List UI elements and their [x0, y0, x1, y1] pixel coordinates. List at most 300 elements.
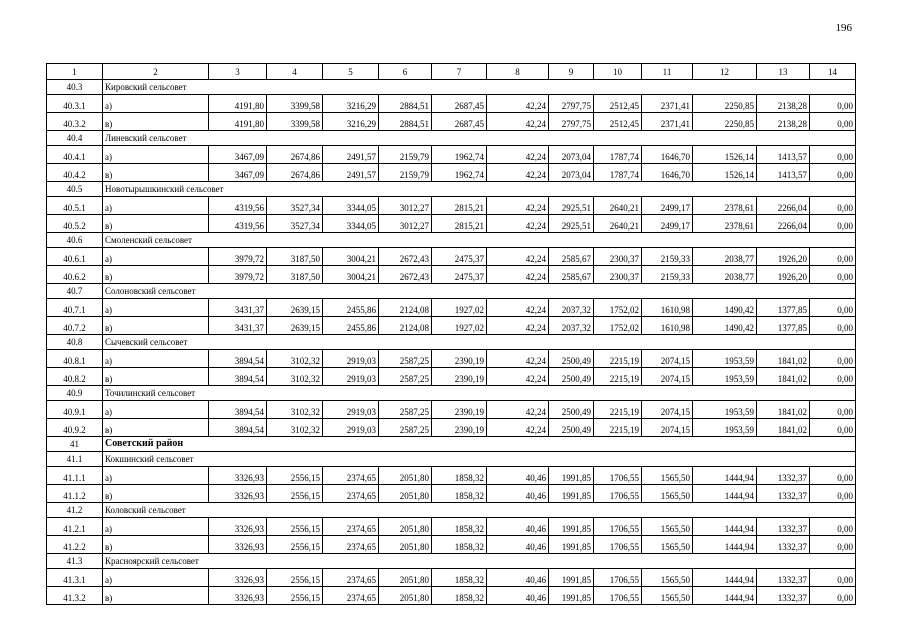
value-cell: 1526,14: [693, 146, 757, 164]
region-name: Советский район: [103, 437, 856, 452]
row-label: а): [103, 350, 209, 368]
value-cell: 0,00: [810, 146, 856, 164]
table-row: [47, 419, 856, 437]
value-cell: 0,00: [810, 197, 856, 215]
value-cell: 1490,42: [693, 299, 757, 317]
value-cell: 1858,32: [432, 587, 487, 605]
value-cell: 2138,28: [757, 113, 810, 131]
row-code: 40.5.1: [47, 197, 103, 215]
table-row: [47, 536, 856, 554]
value-cell: 1858,32: [432, 518, 487, 536]
value-cell: 2374,65: [323, 536, 379, 554]
value-cell: 0,00: [810, 266, 856, 284]
row-label: а): [103, 146, 209, 164]
value-cell: 1332,37: [757, 467, 810, 485]
value-cell: 3344,05: [323, 197, 379, 215]
section-code: 40.6: [47, 233, 103, 248]
section-name: Смоленский сельсовет: [103, 233, 856, 248]
value-cell: 1444,94: [693, 536, 757, 554]
value-cell: 3102,32: [267, 401, 323, 419]
value-cell: 2074,15: [642, 419, 693, 437]
value-cell: 1841,02: [757, 401, 810, 419]
value-cell: 1377,85: [757, 299, 810, 317]
value-cell: 42,24: [487, 419, 549, 437]
value-cell: 1332,37: [757, 569, 810, 587]
value-cell: 2687,45: [432, 95, 487, 113]
value-cell: 2500,49: [549, 401, 594, 419]
value-cell: 2374,65: [323, 467, 379, 485]
column-header: 1: [47, 64, 103, 80]
value-cell: 4191,80: [209, 95, 267, 113]
value-cell: 2051,80: [379, 485, 432, 503]
value-cell: 3467,09: [209, 164, 267, 182]
value-cell: 1332,37: [757, 587, 810, 605]
value-cell: 2074,15: [642, 368, 693, 386]
column-header: 14: [810, 64, 856, 80]
value-cell: 3979,72: [209, 266, 267, 284]
row-code: 41.1.2: [47, 485, 103, 503]
value-cell: 0,00: [810, 317, 856, 335]
value-cell: 42,24: [487, 401, 549, 419]
value-cell: 1962,74: [432, 146, 487, 164]
value-cell: 3004,21: [323, 266, 379, 284]
value-cell: 1991,85: [549, 587, 594, 605]
value-cell: 1706,55: [594, 518, 642, 536]
section-row: [47, 335, 856, 350]
value-cell: 2371,41: [642, 95, 693, 113]
value-cell: 2250,85: [693, 113, 757, 131]
value-cell: 1332,37: [757, 536, 810, 554]
value-cell: 2475,37: [432, 248, 487, 266]
value-cell: 1991,85: [549, 518, 594, 536]
table-row: [47, 368, 856, 386]
value-cell: 2073,04: [549, 164, 594, 182]
value-cell: 2038,77: [693, 266, 757, 284]
value-cell: 1706,55: [594, 467, 642, 485]
value-cell: 1565,50: [642, 536, 693, 554]
value-cell: 2674,86: [267, 164, 323, 182]
row-label: в): [103, 266, 209, 284]
column-header: 5: [323, 64, 379, 80]
value-cell: 2587,25: [379, 419, 432, 437]
value-cell: 0,00: [810, 350, 856, 368]
value-cell: 0,00: [810, 248, 856, 266]
value-cell: 2374,65: [323, 518, 379, 536]
row-code: 40.5.2: [47, 215, 103, 233]
page-number: 196: [835, 22, 852, 34]
value-cell: 1858,32: [432, 569, 487, 587]
value-cell: 42,24: [487, 299, 549, 317]
table-row: [47, 164, 856, 182]
value-cell: 2215,19: [594, 401, 642, 419]
value-cell: 2587,25: [379, 368, 432, 386]
value-cell: 2390,19: [432, 401, 487, 419]
value-cell: 4319,56: [209, 197, 267, 215]
value-cell: 0,00: [810, 419, 856, 437]
value-cell: 2884,51: [379, 95, 432, 113]
column-header: 3: [209, 64, 267, 80]
table-row: [47, 401, 856, 419]
value-cell: 42,24: [487, 368, 549, 386]
value-cell: 42,24: [487, 164, 549, 182]
value-cell: 2919,03: [323, 350, 379, 368]
table-row: [47, 569, 856, 587]
value-cell: 2374,65: [323, 587, 379, 605]
value-cell: 0,00: [810, 95, 856, 113]
row-label: в): [103, 113, 209, 131]
value-cell: 1490,42: [693, 317, 757, 335]
value-cell: 1610,98: [642, 299, 693, 317]
region-row: [47, 437, 856, 452]
value-cell: 1787,74: [594, 164, 642, 182]
value-cell: 2390,19: [432, 368, 487, 386]
value-cell: 2037,32: [549, 317, 594, 335]
row-code: 40.7.1: [47, 299, 103, 317]
value-cell: 3527,34: [267, 215, 323, 233]
value-cell: 42,24: [487, 317, 549, 335]
row-code: 40.6.2: [47, 266, 103, 284]
value-cell: 2491,57: [323, 164, 379, 182]
tariff-table: [46, 63, 856, 605]
table-row: [47, 248, 856, 266]
value-cell: 2390,19: [432, 350, 487, 368]
column-header: 10: [594, 64, 642, 80]
value-cell: 2640,21: [594, 215, 642, 233]
value-cell: 3326,93: [209, 518, 267, 536]
value-cell: 1413,57: [757, 146, 810, 164]
value-cell: 3326,93: [209, 569, 267, 587]
value-cell: 1991,85: [549, 569, 594, 587]
value-cell: 2500,49: [549, 350, 594, 368]
value-cell: 2124,08: [379, 317, 432, 335]
row-label: в): [103, 536, 209, 554]
value-cell: 2374,65: [323, 485, 379, 503]
value-cell: 1706,55: [594, 587, 642, 605]
section-row: [47, 386, 856, 401]
value-cell: 42,24: [487, 146, 549, 164]
value-cell: 2124,08: [379, 299, 432, 317]
value-cell: 3187,50: [267, 248, 323, 266]
value-cell: 2215,19: [594, 419, 642, 437]
value-cell: 1991,85: [549, 485, 594, 503]
value-cell: 0,00: [810, 368, 856, 386]
value-cell: 2556,15: [267, 518, 323, 536]
column-header: 6: [379, 64, 432, 80]
value-cell: 2159,33: [642, 266, 693, 284]
value-cell: 1565,50: [642, 518, 693, 536]
value-cell: 3894,54: [209, 350, 267, 368]
value-cell: 3431,37: [209, 299, 267, 317]
section-name: Коловский сельсовет: [103, 503, 856, 518]
value-cell: 1841,02: [757, 350, 810, 368]
row-code: 40.4.2: [47, 164, 103, 182]
value-cell: 2073,04: [549, 146, 594, 164]
value-cell: 3431,37: [209, 317, 267, 335]
value-cell: 0,00: [810, 587, 856, 605]
section-row: [47, 452, 856, 467]
value-cell: 1565,50: [642, 485, 693, 503]
value-cell: 2556,15: [267, 569, 323, 587]
value-cell: 1858,32: [432, 467, 487, 485]
value-cell: 1706,55: [594, 536, 642, 554]
row-code: 40.9.1: [47, 401, 103, 419]
value-cell: 42,24: [487, 248, 549, 266]
value-cell: 0,00: [810, 113, 856, 131]
value-cell: 3012,27: [379, 215, 432, 233]
value-cell: 1646,70: [642, 146, 693, 164]
row-code: 41.1.1: [47, 467, 103, 485]
value-cell: 2815,21: [432, 197, 487, 215]
section-code: 40.3: [47, 80, 103, 95]
value-cell: 3326,93: [209, 587, 267, 605]
value-cell: 1706,55: [594, 569, 642, 587]
table-row: [47, 350, 856, 368]
table-row: [47, 215, 856, 233]
value-cell: 1444,94: [693, 485, 757, 503]
value-cell: 1991,85: [549, 467, 594, 485]
value-cell: 1444,94: [693, 518, 757, 536]
value-cell: 2672,43: [379, 248, 432, 266]
row-label: в): [103, 419, 209, 437]
section-name: Кировский сельсовет: [103, 80, 856, 95]
row-label: а): [103, 95, 209, 113]
value-cell: 2500,49: [549, 368, 594, 386]
value-cell: 42,24: [487, 215, 549, 233]
value-cell: 3326,93: [209, 536, 267, 554]
value-cell: 1444,94: [693, 587, 757, 605]
value-cell: 1752,02: [594, 317, 642, 335]
value-cell: 3527,34: [267, 197, 323, 215]
table-row: [47, 197, 856, 215]
value-cell: 3102,32: [267, 350, 323, 368]
value-cell: 0,00: [810, 215, 856, 233]
section-row: [47, 182, 856, 197]
table-body: [47, 80, 856, 605]
value-cell: 3467,09: [209, 146, 267, 164]
value-cell: 1787,74: [594, 146, 642, 164]
row-code: 40.3.1: [47, 95, 103, 113]
row-code: 40.8.2: [47, 368, 103, 386]
value-cell: 2491,57: [323, 146, 379, 164]
row-label: а): [103, 248, 209, 266]
table-row: [47, 95, 856, 113]
value-cell: 2300,37: [594, 266, 642, 284]
value-cell: 2266,04: [757, 215, 810, 233]
value-cell: 40,46: [487, 569, 549, 587]
value-cell: 1752,02: [594, 299, 642, 317]
value-cell: 1926,20: [757, 248, 810, 266]
value-cell: 40,46: [487, 485, 549, 503]
section-code: 40.5: [47, 182, 103, 197]
value-cell: 2215,19: [594, 350, 642, 368]
value-cell: 2215,19: [594, 368, 642, 386]
value-cell: 3326,93: [209, 467, 267, 485]
section-code: 40.7: [47, 284, 103, 299]
value-cell: 2037,32: [549, 299, 594, 317]
section-row: [47, 284, 856, 299]
row-code: 40.3.2: [47, 113, 103, 131]
value-cell: 2925,51: [549, 197, 594, 215]
table-row: [47, 587, 856, 605]
table-row: [47, 146, 856, 164]
row-label: а): [103, 569, 209, 587]
value-cell: 3012,27: [379, 197, 432, 215]
value-cell: 2475,37: [432, 266, 487, 284]
value-cell: 2499,17: [642, 197, 693, 215]
value-cell: 40,46: [487, 587, 549, 605]
row-code: 41.2.1: [47, 518, 103, 536]
row-code: 41.3.1: [47, 569, 103, 587]
value-cell: 2500,49: [549, 419, 594, 437]
value-cell: 2374,65: [323, 569, 379, 587]
value-cell: 2051,80: [379, 536, 432, 554]
value-cell: 2556,15: [267, 536, 323, 554]
value-cell: 1444,94: [693, 569, 757, 587]
value-cell: 2512,45: [594, 95, 642, 113]
value-cell: 2378,61: [693, 215, 757, 233]
table-row: [47, 317, 856, 335]
section-code: 40.8: [47, 335, 103, 350]
value-cell: 2051,80: [379, 569, 432, 587]
value-cell: 2300,37: [594, 248, 642, 266]
value-cell: 2687,45: [432, 113, 487, 131]
value-cell: 2925,51: [549, 215, 594, 233]
value-cell: 2919,03: [323, 368, 379, 386]
value-cell: 0,00: [810, 518, 856, 536]
value-cell: 2051,80: [379, 587, 432, 605]
value-cell: 1953,59: [693, 419, 757, 437]
value-cell: 2815,21: [432, 215, 487, 233]
value-cell: 42,24: [487, 95, 549, 113]
value-cell: 1841,02: [757, 419, 810, 437]
table-row: [47, 266, 856, 284]
table-row: [47, 299, 856, 317]
value-cell: 1565,50: [642, 587, 693, 605]
column-header: 4: [267, 64, 323, 80]
value-cell: 1858,32: [432, 485, 487, 503]
section-code: 41: [47, 437, 103, 452]
value-cell: 3004,21: [323, 248, 379, 266]
value-cell: 2639,15: [267, 317, 323, 335]
column-header: 7: [432, 64, 487, 80]
value-cell: 2919,03: [323, 419, 379, 437]
value-cell: 2884,51: [379, 113, 432, 131]
section-name: Сычевский сельсовет: [103, 335, 856, 350]
column-header: 2: [103, 64, 209, 80]
value-cell: 1841,02: [757, 368, 810, 386]
section-code: 40.4: [47, 131, 103, 146]
value-cell: 2038,77: [693, 248, 757, 266]
value-cell: 40,46: [487, 467, 549, 485]
value-cell: 0,00: [810, 164, 856, 182]
row-code: 41.2.2: [47, 536, 103, 554]
value-cell: 1706,55: [594, 485, 642, 503]
row-code: 40.7.2: [47, 317, 103, 335]
row-label: а): [103, 401, 209, 419]
value-cell: 2250,85: [693, 95, 757, 113]
value-cell: 2672,43: [379, 266, 432, 284]
section-name: Красноярский сельсовет: [103, 554, 856, 569]
column-header: 13: [757, 64, 810, 80]
section-row: [47, 80, 856, 95]
value-cell: 2639,15: [267, 299, 323, 317]
value-cell: 3399,58: [267, 95, 323, 113]
table-row: [47, 113, 856, 131]
section-name: Точилинский сельсовет: [103, 386, 856, 401]
value-cell: 3102,32: [267, 419, 323, 437]
value-cell: 3894,54: [209, 401, 267, 419]
value-cell: 2556,15: [267, 467, 323, 485]
value-cell: 2390,19: [432, 419, 487, 437]
value-cell: 40,46: [487, 518, 549, 536]
value-cell: 2585,67: [549, 266, 594, 284]
value-cell: 1610,98: [642, 317, 693, 335]
value-cell: 2138,28: [757, 95, 810, 113]
value-cell: 2266,04: [757, 197, 810, 215]
value-cell: 42,24: [487, 350, 549, 368]
value-cell: 2556,15: [267, 587, 323, 605]
row-code: 40.4.1: [47, 146, 103, 164]
value-cell: 2455,86: [323, 317, 379, 335]
row-label: а): [103, 518, 209, 536]
row-code: 40.9.2: [47, 419, 103, 437]
value-cell: 1332,37: [757, 485, 810, 503]
value-cell: 1858,32: [432, 536, 487, 554]
value-cell: 1953,59: [693, 401, 757, 419]
value-cell: 1962,74: [432, 164, 487, 182]
value-cell: 0,00: [810, 467, 856, 485]
value-cell: 2074,15: [642, 350, 693, 368]
value-cell: 2512,45: [594, 113, 642, 131]
section-row: [47, 233, 856, 248]
row-code: 40.8.1: [47, 350, 103, 368]
section-code: 41.3: [47, 554, 103, 569]
row-label: в): [103, 485, 209, 503]
value-cell: 2499,17: [642, 215, 693, 233]
table-row: [47, 485, 856, 503]
section-code: 41.1: [47, 452, 103, 467]
value-cell: 2159,33: [642, 248, 693, 266]
row-label: в): [103, 164, 209, 182]
value-cell: 1927,02: [432, 299, 487, 317]
value-cell: 2159,79: [379, 146, 432, 164]
value-cell: 3326,93: [209, 485, 267, 503]
row-label: в): [103, 317, 209, 335]
table-row: [47, 467, 856, 485]
section-code: 40.9: [47, 386, 103, 401]
value-cell: 2587,25: [379, 401, 432, 419]
column-header: 11: [642, 64, 693, 80]
row-label: в): [103, 215, 209, 233]
value-cell: 1526,14: [693, 164, 757, 182]
value-cell: 42,24: [487, 113, 549, 131]
value-cell: 3102,32: [267, 368, 323, 386]
row-label: а): [103, 467, 209, 485]
value-cell: 2640,21: [594, 197, 642, 215]
value-cell: 0,00: [810, 485, 856, 503]
value-cell: 1953,59: [693, 368, 757, 386]
value-cell: 3344,05: [323, 215, 379, 233]
value-cell: 0,00: [810, 569, 856, 587]
value-cell: 1413,57: [757, 164, 810, 182]
value-cell: 3894,54: [209, 419, 267, 437]
value-cell: 3979,72: [209, 248, 267, 266]
value-cell: 40,46: [487, 536, 549, 554]
table-row: [47, 518, 856, 536]
value-cell: 1444,94: [693, 467, 757, 485]
value-cell: 2455,86: [323, 299, 379, 317]
value-cell: 3216,29: [323, 113, 379, 131]
